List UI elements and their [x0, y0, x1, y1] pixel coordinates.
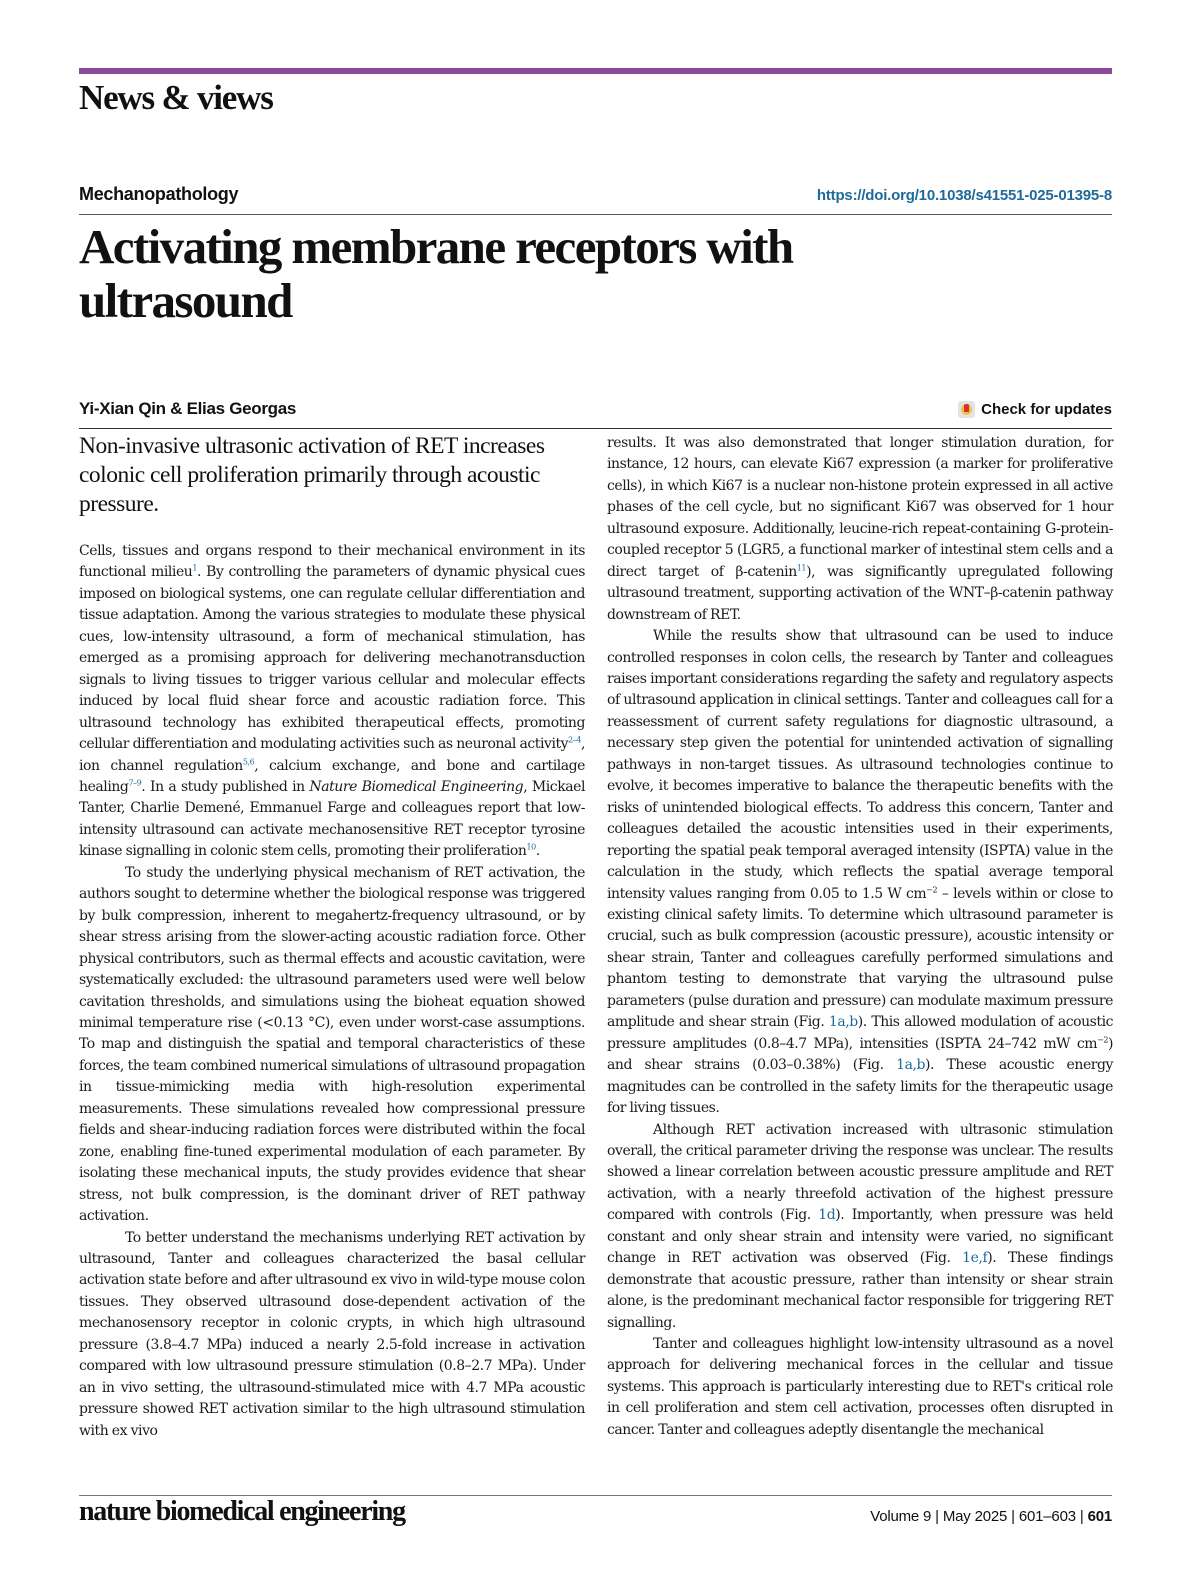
- body-column-left: [79, 541, 585, 1442]
- page-range: 601–603: [1018, 1508, 1076, 1525]
- paragraph: To better understand the mechanisms underlying RET activation by ultrasound, Tanter and colleagues characterized the basal cellular activation state before and after ultrasound ex vivo in wild-type mouse colon tissues. They observed ultrasound dose-dependent activation of the mechanosensory receptor in colonic crypts, in which high ultrasound pressure (3.8–4.7 MPa) induced a nearly 2.5-fold increase in activation compared with low ultrasound pressure stimulation (0.8–2.7 MPa). Under an in vivo setting, the ultrasound-stimulated mice with 4.7 MPa acoustic pressure showed RET activation similar to the high ultrasound stimulation with ex vivo: [79, 1229, 585, 1439]
- page-number: 601: [1087, 1508, 1112, 1525]
- divider: [79, 214, 1112, 215]
- reference-link[interactable]: 7–9: [128, 778, 142, 788]
- check-for-updates-label: Check for updates: [981, 401, 1112, 418]
- paragraph: Although RET activation increased with ultrasonic stimulation overall, the critical parameter driving the response was unclear. The results showed a linear correlation between acoustic pressure amplitude and RET activation, with a nearly threefold activation of the highest pressure compared with controls (Fig. 1d). Importantly, when pressure was held constant and only shear strain and intensity were varied, no significant change in RET activation was observed (Fig. 1e,f). These findings demonstrate that acoustic pressure, rather than intensity or shear strain alone, is the predominant mechanical factor responsible for triggering RET signalling.: [607, 1121, 1113, 1331]
- exponent: −2: [926, 884, 938, 894]
- reference-link[interactable]: 5,6: [242, 756, 255, 766]
- article-page: [79, 0, 1112, 1593]
- article-authors: Yi-Xian Qin & Elias Georgas: [79, 399, 297, 418]
- section-accent-rule: [79, 68, 1112, 74]
- paragraph: To study the underlying physical mechanism of RET activation, the authors sought to determine whether the biological response was triggered by bulk compression, inherent to megahertz-frequency ultrasound, or by shear stress arising from the slower-acting acoustic radiation force. Other physical contributors, such as thermal effects and acoustic cavitation, were systematically excluded: the ultrasound parameters used were well below cavitation thresholds, and simulations using the bioheat equation showed minimal temperature rise (<0.13 °C), even under worst-case assumptions. To map and distinguish the spatial and temporal characteristics of these forces, the team combined numerical simulations of ultrasound propagation in tissue-mimicking media with high-resolution experimental measurements. These simulations revealed how compressional pressure fields and shear-inducing radiation forces were distributed within the focal zone, enabling fine-tuned experimental modulation of each parameter. By isolating these mechanical inputs, the study provides evidence that shear stress, not bulk compression, is the dominant driver of RET pathway activation.: [79, 864, 585, 1225]
- paragraph: While the results show that ultrasound can be used to induce controlled responses in colon cells, the research by Tanter and colleagues raises important considerations regarding the safety and regulatory aspects of ultrasound application in clinical settings. Tanter and colleagues call for a reassessment of current safety regulations for diagnostic ultrasound, a necessary step given the potential for unintended activation of signalling pathways in non-target tissues. As ultrasound technologies continue to evolve, it becomes imperative to balance the therapeutic benefits with the risks of unintended biological effects. To address this concern, Tanter and colleagues detailed the acoustic intensities used in their experiments, reporting the spatial peak temporal averaged intensity (ISPTA) value in the calculation in the study, which reflects the spatial average temporal intensity values ranging from 0.05 to 1.5 W $cm^{-2}$ – levels within or close to existing clinical safety limits. To determine which ultrasound parameter is crucial, such as bulk compression (acoustic pressure), acoustic intensity or shear strain, Tanter and colleagues carefully performed simulations and phantom testing to demonstrate that varying the ultrasound pulse parameters (pulse duration and pressure) can modulate maximum pressure amplitude and shear strain (Fig. 1a,b). This allowed modulation of acoustic pressure amplitudes (0.8–4.7 MPa), intensities (ISPTA 24–742 mW $cm^{-2}$) and shear strains (0.03–0.38%) (Fig. 1a,b). These acoustic energy magnitudes can be controlled in the safety limits for the therapeutic usage for living tissues.: [607, 628, 1114, 1117]
- paragraph: results. It was also demonstrated that longer stimulation duration, for instance, 12 hours, can elevate Ki67 expression (a marker for proliferative cells), in which Ki67 is a nuclear non-histone protein expressed in all active phases of the cell cycle, but no significant Ki67 was observed for 1 hour ultrasound exposure. Additionally, leucine-rich repeat-containing G-protein-coupled receptor 5 (LGR5, a functional marker of intestinal stem cells and a direct target of β-catenin$^{11}$), was significantly upregulated following ultrasound treatment, supporting activation of the WNT–β-catenin pathway downstream of RET.: [607, 435, 1113, 623]
- reference-link[interactable]: 11: [796, 563, 807, 573]
- reference-link[interactable]: 2–4: [568, 735, 581, 745]
- exponent: −2: [1097, 1035, 1108, 1045]
- figure-link[interactable]: 1d: [818, 1207, 836, 1224]
- check-for-updates-button[interactable]: [958, 401, 1112, 418]
- journal-name: Nature Biomedical Engineering: [309, 778, 524, 795]
- figure-link[interactable]: 1a,b: [828, 1014, 858, 1031]
- paragraph: Tanter and colleagues highlight low-intensity ultrasound as a novel approach for delivering mechanical forces in the cellular and tissue systems. This approach is particularly interesting due to RET's critical role in cell proliferation and stem cell activation, processes often disrupted in cancer. Tanter and colleagues adeptly disentangle the mechanical: [607, 1336, 1113, 1438]
- check-updates-icon: [958, 401, 975, 418]
- section-heading: News & views: [79, 78, 273, 117]
- body-column-right: [607, 433, 1113, 1441]
- standfirst: Non-invasive ultrasonic activation of RET increases colonic cell proliferation primarily through acoustic pressure.: [79, 433, 545, 517]
- figure-link[interactable]: 1a,b: [896, 1057, 926, 1074]
- subject-label: Mechanopathology: [79, 184, 239, 204]
- reference-link[interactable]: 10: [526, 842, 536, 852]
- issue-date: May 2025: [942, 1508, 1008, 1525]
- divider: [79, 428, 1112, 429]
- page-folio: Volume 9 | May 2025 | 601–603 | 601: [870, 1508, 1112, 1525]
- paragraph: Cells, tissues and organs respond to their mechanical environment in its functional milieu$^1$. By controlling the parameters of dynamic physical cues imposed on biological systems, one can regulate cellular differentiation and tissue adaptation. Among the various strategies to modulate these physical cues, low-intensity ultrasound, a form of mechanical stimulation, has emerged as a promising approach for delivering mechanotransduction signals to living tissues to trigger various cellular and molecular effects induced by local fluid shear force and acoustic radiation force. This ultrasound technology has exhibited therapeutical effects, promoting cellular differentiation and modulating activities such as neuronal activity$^{2-4}$, ion channel regulation$^{5,6}$, calcium exchange, and bone and cartilage healing$^{7-9}$. In a study published in Nature Biomedical Engineering, Mickael Tanter, Charlie Demené, Emmanuel Farge and colleagues report that low-intensity ultrasound can activate mechanosensitive RET receptor tyrosine kinase signalling in colonic stem cells, promoting their proliferation$^{10}$.: [79, 543, 585, 860]
- doi-link[interactable]: https://doi.org/10.1038/s41551-025-01395-8: [816, 187, 1112, 204]
- figure-link[interactable]: 1e,f: [962, 1250, 988, 1267]
- journal-logo: nature biomedical engineering: [79, 1496, 405, 1527]
- volume: Volume 9: [870, 1508, 932, 1525]
- article-title: Activating membrane receptors with ultrasound: [79, 219, 793, 328]
- reference-link[interactable]: 1: [192, 563, 197, 573]
